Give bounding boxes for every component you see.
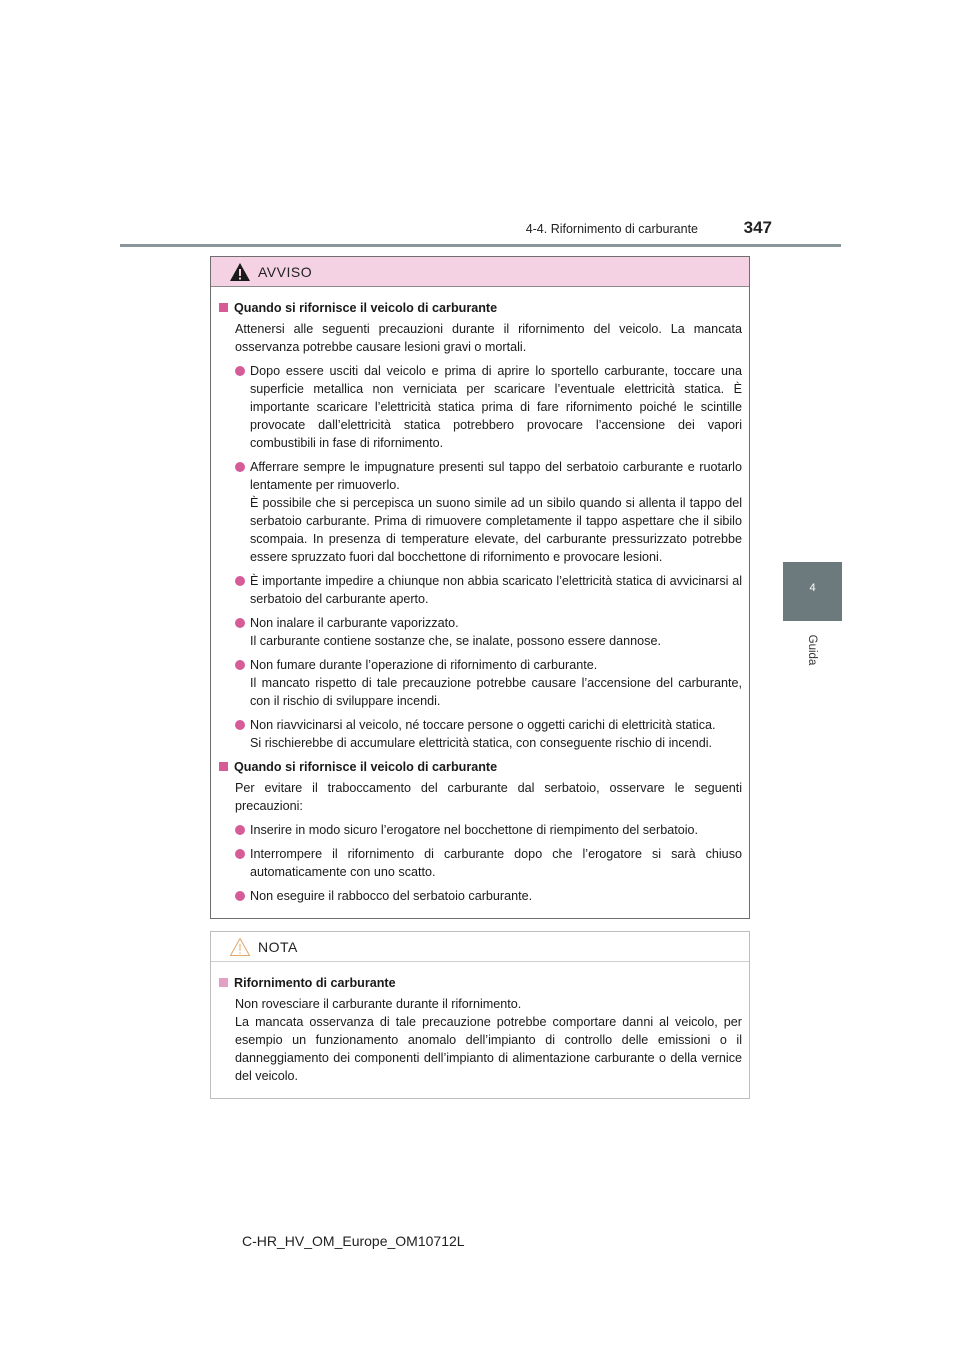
round-bullet-icon	[235, 849, 245, 859]
square-bullet-icon	[219, 978, 228, 987]
bullet-line: Dopo essere usciti dal veicolo e prima di aprire lo sportello carburante, toccare una superficie metallica non verniciata per scaricare l’eventuale elettricità statica. È importante scaricare l’elettricità statica prima di fare rifornimento poiché le scintille provocate dall’elettricità statica potrebbero provocare l’accensione dei vapori combustibili in fase di rifornimento.	[250, 364, 742, 450]
bullet-line: Il mancato rispetto di tale precauzione potrebbe causare l’accensione del carburante, con il rischio di sviluppare incendi.	[250, 676, 742, 708]
square-bullet-icon	[219, 762, 228, 771]
bullet-text	[250, 716, 742, 752]
bullet-line: Il carburante contiene sostanze che, se inalate, possono essere dannose.	[250, 634, 661, 648]
page-header	[0, 218, 960, 248]
bullet-text	[250, 845, 742, 881]
note-body	[211, 962, 749, 1085]
bullet-item	[218, 716, 742, 752]
warning-title-bar	[211, 257, 749, 287]
round-bullet-icon	[235, 576, 245, 586]
bullet-item	[218, 614, 742, 650]
bullet-item	[218, 656, 742, 710]
bullet-text	[250, 362, 742, 452]
section-heading	[218, 974, 742, 992]
page-number: 347	[743, 218, 772, 237]
caution-triangle-outline-icon	[229, 937, 251, 957]
bullet-line: Non eseguire il rabbocco del serbatoio carburante.	[250, 889, 533, 903]
section-heading-text: Rifornimento di carburante	[234, 976, 396, 990]
round-bullet-icon	[235, 660, 245, 670]
round-bullet-icon	[235, 891, 245, 901]
bullet-text	[250, 572, 742, 608]
chapter-number: 4	[809, 582, 816, 594]
bullet-line: Afferrare sempre le impugnature presenti sul tappo del serbatoio carburante e ruotarlo lentamente per rimuoverlo.	[250, 460, 742, 492]
note-line: Non rovesciare il carburante durante il rifornimento.	[235, 997, 522, 1011]
chapter-tab	[783, 562, 842, 621]
section-text	[218, 995, 742, 1085]
bullet-line: Non inalare il carburante vaporizzato.	[250, 616, 459, 630]
bullet-line: Interrompere il rifornimento di carburante dopo che l’erogatore si sarà chiuso automaticamente con uno scatto.	[250, 847, 742, 879]
bullet-text	[250, 458, 742, 566]
note-title-bar	[211, 932, 749, 962]
round-bullet-icon	[235, 825, 245, 835]
bullet-line: È importante impedire a chiunque non abbia scaricato l’elettricità statica di avvicinarsi al serbatoio del carburante aperto.	[250, 574, 742, 606]
round-bullet-icon	[235, 618, 245, 628]
header-rule	[120, 244, 841, 247]
bullet-line: È possibile che si percepisca un suono simile ad un sibilo quando si allenta il tappo del serbatoio carburante. Prima di rimuovere completamente il tappo aspettare che il sibilo scompaia. In presenza di temperature elevate, del carburante pressurizzato potrebbe essere spruzzato fuori dal bocchettone di rifornimento e provocare lesioni.	[250, 496, 742, 564]
bullet-item	[218, 362, 742, 452]
document-code: C-HR_HV_OM_Europe_OM10712L	[242, 1233, 465, 1249]
square-bullet-icon	[219, 303, 228, 312]
round-bullet-icon	[235, 366, 245, 376]
note-box	[210, 931, 750, 1099]
warning-box	[210, 256, 750, 919]
bullet-item	[218, 458, 742, 566]
round-bullet-icon	[235, 462, 245, 472]
warning-title: AVVISO	[258, 263, 313, 280]
section-title: 4-4. Rifornimento di carburante	[525, 222, 698, 236]
note-title: NOTA	[258, 938, 298, 955]
round-bullet-icon	[235, 720, 245, 730]
section-heading-text: Quando si rifornisce il veicolo di carburante	[234, 760, 498, 774]
chapter-label-text: Guida	[806, 634, 818, 666]
bullet-line: Non fumare durante l’operazione di rifornimento di carburante.	[250, 658, 598, 672]
bullet-line: Inserire in modo sicuro l’erogatore nel bocchettone di riempimento del serbatoio.	[250, 823, 699, 837]
bullet-text	[250, 821, 742, 839]
bullet-item	[218, 821, 742, 839]
bullet-text	[250, 887, 742, 905]
section-heading-text: Quando si rifornisce il veicolo di carburante	[234, 301, 498, 315]
warning-triangle-icon	[229, 262, 251, 282]
bullet-line: Non riavvicinarsi al veicolo, né toccare persone o oggetti carichi di elettricità statica.	[250, 718, 716, 732]
bullet-item	[218, 845, 742, 881]
bullet-text	[250, 614, 742, 650]
chapter-label	[802, 630, 822, 670]
bullet-item	[218, 887, 742, 905]
warning-body	[211, 287, 749, 905]
section-heading	[218, 299, 742, 317]
note-line: La mancata osservanza di tale precauzione potrebbe comportare danni al veicolo, per esempio un funzionamento anomalo dell’impianto di controllo delle emissioni o il danneggiamento dei componenti dell’impianto di alimentazione carburante o della vernice del veicolo.	[235, 1015, 742, 1083]
section-text: Per evitare il traboccamento del carburante dal serbatoio, osservare le seguenti precauzioni:	[235, 781, 742, 813]
bullet-item	[218, 572, 742, 608]
bullet-line: Si rischierebbe di accumulare elettricità statica, con conseguente rischio di incendi.	[250, 736, 713, 750]
bullet-text	[250, 656, 742, 710]
section-text: Attenersi alle seguenti precauzioni durante il rifornimento del veicolo. La mancata osservanza potrebbe causare lesioni gravi o mortali.	[235, 322, 742, 354]
section-heading	[218, 758, 742, 776]
